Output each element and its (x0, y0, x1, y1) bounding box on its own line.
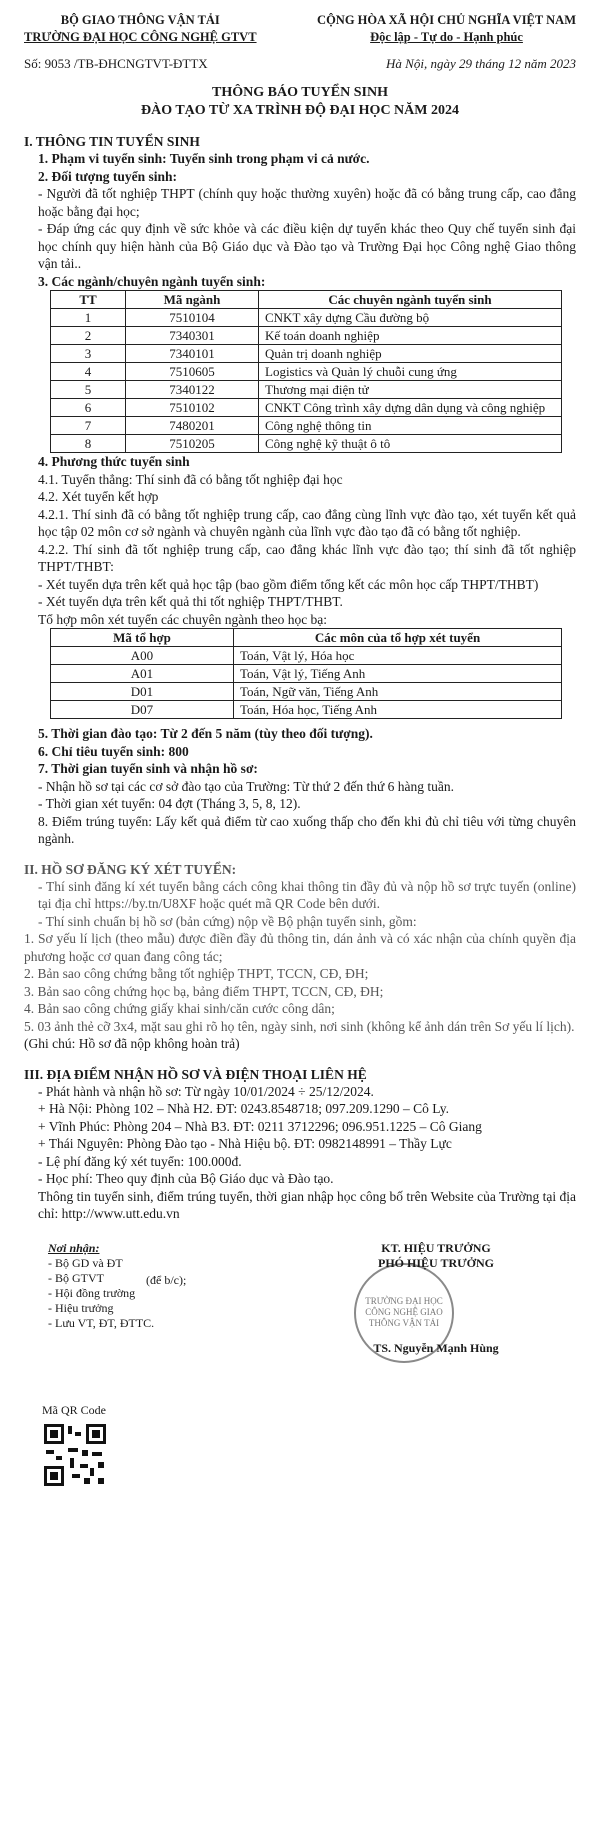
cell: 7480201 (126, 417, 259, 435)
recipients-brace: (để b/c); (146, 1272, 187, 1287)
cell: Toán, Vật lý, Tiếng Anh (234, 665, 562, 683)
method-4-2-2-a: - Xét tuyển dựa trên kết quả học tập (bao gồm điểm tổng kết các môn học cấp THPT/THBT) (38, 576, 539, 592)
cell: CNKT xây dựng Cầu đường bộ (259, 309, 562, 327)
doc-title (24, 84, 576, 120)
signer-name: TS. Nguyễn Mạnh Hùng (373, 1340, 499, 1355)
time-b: - Thời gian xét tuyển: 04 đợt (Tháng 3, 5, 8, 12). (38, 796, 301, 811)
table-row (51, 399, 562, 417)
table-row (51, 345, 562, 363)
doc-date: Hà Nội, ngày 29 tháng 12 năm 2023 (386, 56, 576, 71)
table-row (51, 647, 562, 665)
cell: 7340101 (126, 345, 259, 363)
recipient-item: - Bộ GD và ĐT (48, 1255, 123, 1270)
time-a: - Nhận hồ sơ tại các cơ sở đào tạo của Trường: Từ thứ 2 đến thứ 6 hàng tuần. (38, 778, 455, 794)
fee: - Lệ phí đăng ký xét tuyển: 100.000đ. (38, 1153, 242, 1169)
title-line-2: ĐÀO TẠO TỪ XA TRÌNH ĐỘ ĐẠI HỌC NĂM 2024 (140, 103, 459, 118)
section-2-heading: II. HỒ SƠ ĐĂNG KÝ XÉT TUYỂN: (24, 861, 237, 877)
cell: Toán, Ngữ văn, Tiếng Anh (234, 683, 562, 701)
doc-item-2: 2. Bản sao công chứng bằng tốt nghiệp THPT, TCCN, CĐ, ĐH; (24, 966, 369, 981)
apply-paper: - Thí sinh chuẩn bị hồ sơ (bản cứng) nộp về Bộ phận tuyển sinh, gồm: (38, 913, 417, 929)
cell: 4 (51, 363, 126, 381)
duration: 5. Thời gian đào tạo: Từ 2 đến 5 năm (tùy theo đối tượng). (38, 726, 373, 741)
sign-title-2: PHÓ HIỆU TRƯỞNG (377, 1255, 494, 1270)
table-row (51, 435, 562, 453)
cell: 2 (51, 327, 126, 345)
doc-meta (24, 56, 576, 72)
recipients-title: Nơi nhận: (48, 1240, 100, 1255)
table-row (51, 665, 562, 683)
qr-label: Mã QR Code (42, 1402, 106, 1417)
cell: 3 (51, 345, 126, 363)
majors-table (50, 290, 562, 453)
cell: Toán, Vật lý, Hóa học (234, 647, 562, 665)
national-motto: Độc lập - Tự do - Hạnh phúc (370, 30, 523, 44)
combo-table (50, 628, 562, 719)
recipient-item: - Hiệu trưởng (48, 1300, 114, 1315)
cell: Quản trị doanh nghiệp (259, 345, 562, 363)
col-combo-subjects: Các môn của tổ hợp xét tuyển (234, 629, 562, 647)
method-4-2-1: 4.2.1. Thí sinh đã có bằng tốt nghiệp trung cấp, cao đẳng cùng lĩnh vực đào tạo, xét tuyển kết quả học tập 02 môn cơ sở ngành và chuyên ngành của lĩnh vực đào tạo đã có bằng tốt nghiệp. (38, 506, 576, 539)
target-a: - Người đã tốt nghiệp THPT (chính quy hoặc thường xuyên) hoặc đã có bằng trung cấp, cao đẳng hoặc bằng đại học; (38, 186, 576, 219)
method-4-2-2-b: - Xét tuyển dựa trên kết quả thi tốt nghiệp THPT/THBT. (38, 594, 343, 609)
cell: 7340122 (126, 381, 259, 399)
office-hanoi: + Hà Nội: Phòng 102 – Nhà H2. ĐT: 0243.8548718; 097.209.1290 – Cô Ly. (38, 1101, 450, 1116)
cell: CNKT Công trình xây dựng dân dụng và công nghiệp (259, 399, 562, 417)
target-heading: 2. Đối tượng tuyển sinh: (38, 168, 177, 184)
majors-heading: 3. Các ngành/chuyên ngành tuyển sinh: (38, 273, 266, 289)
cell: 7 (51, 417, 126, 435)
doc-item-3: 3. Bản sao công chứng học bạ, bảng điểm THPT, TCCN, CĐ, ĐH; (24, 983, 384, 999)
method-4-2: 4.2. Xét tuyển kết hợp (38, 489, 159, 504)
office-vinhphuc: + Vĩnh Phúc: Phòng 204 – Nhà B3. ĐT: 0211 3712296; 096.951.1225 – Cô Giang (38, 1118, 482, 1134)
col-code: Mã ngành (126, 291, 259, 309)
table-row (51, 417, 562, 435)
cell: 7340301 (126, 327, 259, 345)
cell: Công nghệ kỹ thuật ô tô (259, 435, 562, 453)
section-1-heading: I. THÔNG TIN TUYỂN SINH (24, 134, 200, 149)
section-3-heading: III. ĐỊA ĐIỂM NHẬN HỒ SƠ VÀ ĐIỆN THOẠI LIÊN HỆ (24, 1066, 367, 1082)
cell: D01 (51, 683, 234, 701)
issue-period: - Phát hành và nhận hồ sơ: Từ ngày 10/01/2024 ÷ 25/12/2024. (38, 1083, 374, 1099)
cell: Toán, Hóa học, Tiếng Anh (234, 701, 562, 719)
method-4-2-2: 4.2.2. Thí sinh đã tốt nghiệp trung cấp, cao đẳng khác lĩnh vực đào tạo; thí sinh đã tốt nghiệp THPT/THBT: (38, 541, 576, 574)
cell: 6 (51, 399, 126, 417)
website-info: Thông tin tuyển sinh, điểm trúng tuyển, thời gian nhập học công bố trên Website của Trường tại địa chỉ: http://www.utt.edu.vn (38, 1188, 576, 1221)
method-heading: 4. Phương thức tuyển sinh (38, 454, 190, 469)
col-major: Các chuyên ngành tuyển sinh (259, 291, 562, 309)
recipient-item: - Hội đồng trường (48, 1285, 136, 1300)
sign-title-1: KT. HIỆU TRƯỞNG (381, 1240, 491, 1255)
table-row (51, 683, 562, 701)
ministry-name: BỘ GIAO THÔNG VẬN TẢI (60, 13, 220, 27)
method-4-2-2-c: Tổ hợp môn xét tuyển các chuyên ngành theo học bạ: (38, 611, 328, 627)
col-combo-code: Mã tổ hợp (51, 629, 234, 647)
office-thainguyen: + Thái Nguyên: Phòng Đào tạo - Nhà Hiệu bộ. ĐT: 0982148991 – Thầy Lực (38, 1136, 452, 1151)
cell: 5 (51, 381, 126, 399)
method-4-1: 4.1. Tuyển thẳng: Thí sinh đã có bằng tốt nghiệp đại học (38, 471, 343, 487)
time-heading: 7. Thời gian tuyển sinh và nhận hồ sơ: (38, 761, 258, 776)
cell: 7510104 (126, 309, 259, 327)
majors-table-header (51, 291, 562, 309)
apply-online: - Thí sinh đăng kí xét tuyển bằng cách công khai thông tin đầy đủ và nộp hồ sơ trực tuyến (online) tại địa chỉ https://by.tn/U8XF hoặc quét mã QR Code bên dưới. (38, 878, 576, 911)
table-row (51, 327, 562, 345)
qr-code-icon[interactable] (42, 1422, 108, 1488)
title-line-1: THÔNG BÁO TUYỂN SINH (212, 85, 388, 100)
signature-area (24, 1241, 576, 1361)
cell: D07 (51, 701, 234, 719)
quota: 6. Chỉ tiêu tuyển sinh: 800 (38, 743, 189, 759)
note: (Ghi chú: Hồ sơ đã nộp không hoàn trả) (24, 1036, 240, 1051)
cell: 7510605 (126, 363, 259, 381)
header-left (24, 12, 257, 46)
official-seal: TRƯỜNG ĐẠI HỌC CÔNG NGHỆ GIAO THÔNG VẬN TẢI (354, 1263, 454, 1363)
doc-item-5: 5. 03 ảnh thẻ cỡ 3x4, mặt sau ghi rõ họ tên, ngày sinh, nơi sinh (không kể ảnh dán trên Sơ yếu lí lịch). (24, 1018, 575, 1034)
tuition: - Học phí: Theo quy định của Bộ Giáo dục và Đào tạo. (38, 1171, 334, 1186)
cell: 8 (51, 435, 126, 453)
cell: Thương mại điện tử (259, 381, 562, 399)
cutoff: 8. Điểm trúng tuyển: Lấy kết quả điểm từ cao xuống thấp cho đến khi đủ chỉ tiêu với từng chuyên ngành. (38, 813, 576, 846)
cell: Kế toán doanh nghiệp (259, 327, 562, 345)
cell: Công nghệ thông tin (259, 417, 562, 435)
table-row (51, 309, 562, 327)
signature-block (326, 1241, 546, 1356)
header (24, 12, 576, 46)
header-right (317, 12, 576, 46)
doc-item-1: 1. Sơ yếu lí lịch (theo mẫu) được điền đầy đủ thông tin, dán ảnh và có xác nhận của chính quyền địa phương hoặc cơ quan đang công tác; (24, 931, 576, 964)
table-row (51, 363, 562, 381)
cell: A00 (51, 647, 234, 665)
doc-item-4: 4. Bản sao công chứng giấy khai sinh/căn cước công dân; (24, 1001, 335, 1016)
table-row (51, 381, 562, 399)
cell: 1 (51, 309, 126, 327)
national-title: CỘNG HÒA XÃ HỘI CHỦ NGHĨA VIỆT NAM (317, 13, 576, 27)
col-tt: TT (51, 291, 126, 309)
recipient-item: - Bộ GTVT (48, 1270, 104, 1285)
target-b: - Đáp ứng các quy định về sức khỏe và các điều kiện dự tuyển khác theo Quy chế tuyển sinh đại học chính quy hiện hành của Bộ Giáo dục và Đào tạo và Trường Đại học Công nghệ Giao thông vận tải.. (38, 221, 576, 271)
recipient-item: - Lưu VT, ĐT, ĐTTC. (48, 1315, 155, 1330)
doc-number: Số: 9053 /TB-ĐHCNGTVT-ĐTTX (24, 56, 208, 71)
cell: 7510205 (126, 435, 259, 453)
table-row (51, 701, 562, 719)
cell: Logistics và Quản lý chuỗi cung ứng (259, 363, 562, 381)
cell: A01 (51, 665, 234, 683)
scope: 1. Phạm vi tuyển sinh: Tuyển sinh trong phạm vi cả nước. (38, 151, 370, 166)
cell: 7510102 (126, 399, 259, 417)
combo-table-header (51, 629, 562, 647)
school-name: TRƯỜNG ĐẠI HỌC CÔNG NGHỆ GTVT (24, 30, 257, 44)
